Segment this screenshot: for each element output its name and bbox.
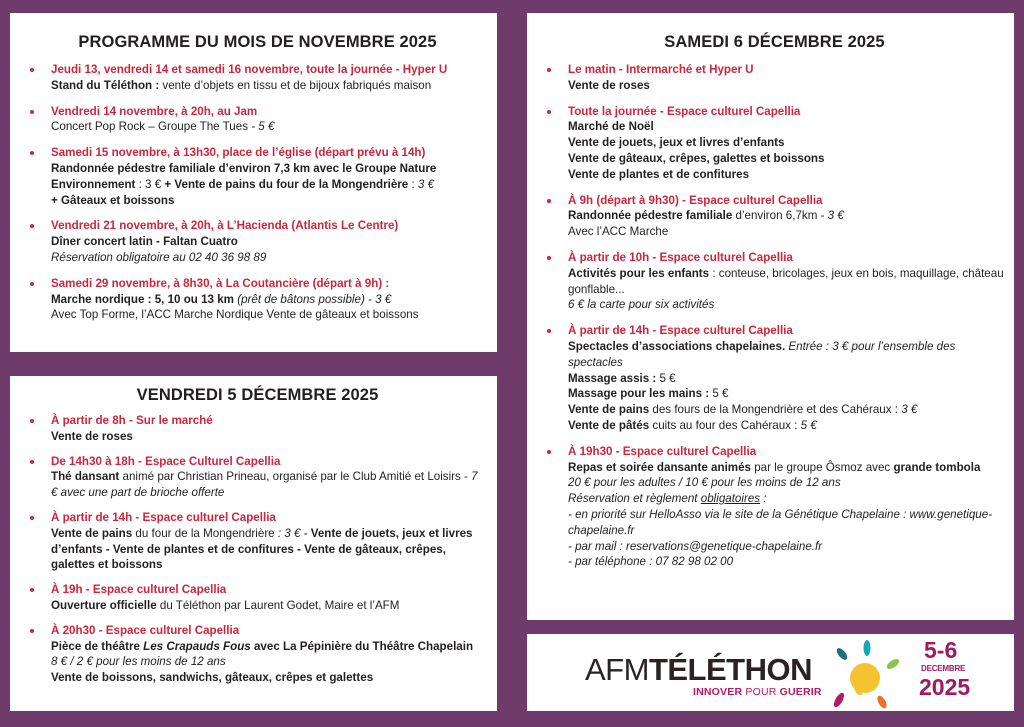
event-heading: À 9h (départ à 9h30) - Espace culturel Capellia [568,193,823,207]
event-price: 7 € avec une part de brioche offerte [51,470,478,500]
logo-telethon: TÉLÉTHON [648,652,812,687]
november-title: PROGRAMME DU MOIS DE NOVEMBRE 2025 [78,33,437,51]
event-extra: + Vente de pains du four de la Mongendrière [164,177,409,191]
event-item [28,104,487,136]
separator-text: : [408,177,418,191]
event-heading: Samedi 15 novembre, à 13h30, place de l’église (départ prévu à 14h) [51,146,426,160]
reservation-label: Réservation et règlement [568,492,701,506]
logo-tagline-pour: POUR [742,686,780,698]
event-title: Marché de Noël [568,120,654,134]
event-title: Vente de roses [568,78,650,92]
event-title: Randonnée pédestre familiale d’environ 7,3 km avec le Groupe Nature Environnement [51,161,437,191]
event-reservation: Réservation obligatoire au 02 40 36 98 89 [51,250,267,264]
event-item [545,250,1004,313]
ray-teal-top [864,640,871,656]
event-price: - 5 € [248,120,275,134]
logo-tagline-guerir: GUERIR [779,686,822,698]
event-heading: De 14h30 à 18h - Espace Culturel Capellia [51,454,281,468]
event-description: : conteuse, bricolages, jeux en bois, maquillage, château gonflable... [568,266,1004,296]
event-price: 20 € pour les adultes / 10 € pour les moins de 12 ans [568,476,841,490]
event-description: par le groupe Ôsmoz avec [751,460,894,474]
event-heading: Vendredi 14 novembre, à 20h, au Jam [51,104,258,118]
event-heading: À partir de 14h - Espace culturel Capellia [51,510,276,524]
event-item [28,623,487,686]
november-programme-panel [10,13,497,352]
ray-green [885,657,900,671]
logo-afm: AFM [585,652,649,687]
event-price: 6 € la carte pour six activités [568,298,715,312]
event-price: 5 € [800,418,817,432]
event-extra: Vente de gâteaux, crêpes, galettes et boissons [568,151,825,165]
friday-dec5-panel [10,376,497,711]
event-heading: À 19h30 - Espace culturel Capellia [568,444,757,458]
event-title: Randonnée pédestre familiale [568,209,733,223]
logo-tagline-innover: INNOVER [693,686,743,698]
event-price: 5 € [709,387,729,401]
obligatory-underlined: obligatoires [700,492,761,506]
event-heading: À 20h30 - Espace culturel Capellia [51,623,240,637]
event-title: Repas et soirée dansante animés [568,460,752,474]
logo-year: 2025 [919,674,971,700]
event-extra: Massage assis : [568,371,657,385]
event-price: Entrée : 3 € pour l’ensemble des spectacles [568,339,956,369]
reservation-helloasso[interactable]: - en priorité sur HelloAsso via le site de la Génétique Chapelaine : www.genetique-chapelaine.fr [568,507,993,537]
event-title: Activités pour les enfants [568,266,710,280]
event-extra: + Gâteaux et boissons [51,193,175,207]
event-item [545,193,1004,240]
dec6-title: SAMEDI 6 DÉCEMBRE 2025 [664,33,885,51]
event-extra: Vente de pains [568,403,650,417]
event-description: animé par Christian Prineau, organisé par le Club Amitié et Loisirs - [119,470,472,484]
event-extra: Vente de boissons, sandwichs, gâteaux, crêpes et galettes [51,671,374,685]
event-item [545,104,1004,183]
colon-text: : [760,492,767,506]
dec6-events-list [545,62,1004,570]
event-item [28,510,487,573]
saturday-dec6-panel [527,13,1014,620]
event-heading: Toute la journée - Espace culturel Capellia [568,104,801,118]
event-description: avec La Pépinière du Théâtre Chapelain [250,639,474,653]
event-title: Thé dansant [51,470,120,484]
event-title: Vente de roses [51,429,133,443]
event-title: Pièce de théâtre [51,639,144,653]
event-price: 8 € / 2 € pour les moins de 12 ans [51,655,226,669]
event-extra: Vente de jouets, jeux et livres d’enfants [568,136,785,150]
event-extra: Vente de plantes et de confitures [568,167,750,181]
event-item [545,444,1004,570]
ray-magenta [832,691,846,708]
ray-teal-left [835,646,849,661]
event-price: : 3 € [135,177,165,191]
event-description: Avec Top Forme, l’ACC Marche Nordique Vente de gâteaux et boissons [51,308,419,322]
event-description: du Téléthon par Laurent Godet, Maire et l’AFM [156,598,400,612]
event-title: Concert Pop Rock – Groupe The Tues [51,120,248,134]
event-item [28,145,487,208]
event-description: des fours de la Mongendrière et des Cahéraux : [649,403,902,417]
event-item [28,276,487,323]
event-extra: Vente de jouets, jeux et livres d’enfants - Vente de plantes et de confitures - Vente de gâteaux, crêpes, galettes et boissons [51,526,473,572]
logo-month: DECEMBRE [921,664,966,673]
event-extra: Massage pour les mains : [568,387,710,401]
event-item [28,413,487,445]
dec5-events-list [28,413,487,686]
event-item [28,582,487,614]
ray-orange [875,694,888,710]
reservation-phone: - par téléphone : 07 82 98 02 00 [568,555,734,569]
event-description: d’environ 6,7km - [732,209,828,223]
event-description: cuits au four des Cahéraux : [649,418,801,432]
event-heading: Vendredi 21 novembre, à 20h, à L’Hacienda (Atlantis Le Centre) [51,219,399,233]
event-heading: À partir de 10h - Espace culturel Capellia [568,250,793,264]
event-price: 3 € [901,403,918,417]
event-heading: Le matin - Intermarché et Hyper U [568,63,754,76]
event-title: Spectacles d’associations chapelaines. [568,339,786,353]
event-price: 3 € [417,177,435,191]
event-price: 5 € [656,371,676,385]
dec5-title: VENDREDI 5 DÉCEMBRE 2025 [136,386,379,404]
event-item [28,454,487,501]
event-title: Dîner concert latin - Faltan Cuatro [51,235,238,249]
event-heading: À partir de 14h - Espace culturel Capellia [568,324,793,338]
event-item [28,62,487,94]
event-price: 3 € [827,209,844,223]
event-item [545,323,1004,434]
event-heading: Samedi 29 novembre, à 8h30, à La Coutancière (départ à 9h) : [51,276,390,290]
event-organizer: Avec l’ACC Marche [568,225,669,239]
event-price: : 3 € - [277,526,308,540]
event-heading: À partir de 8h - Sur le marché [51,414,213,427]
event-description: du four de la Mongendrière [132,526,278,540]
event-heading: À 19h - Espace culturel Capellia [51,583,227,597]
play-title: Les Crapauds Fous [143,639,251,653]
november-events-list [28,62,487,323]
event-title: Ouverture officielle [51,598,157,612]
event-title: Vente de pains [51,526,133,540]
afm-telethon-logo-panel [527,634,1014,711]
event-price: (prêt de bâtons possible) - 3 € [233,292,392,306]
afm-telethon-logo [527,634,1014,711]
event-title: Stand du Téléthon : [51,78,160,92]
reservation-email[interactable]: - par mail : reservations@genetique-chapelaine.fr [568,539,823,553]
event-extra: grande tombola [893,460,981,474]
event-description: vente d’objets en tissu et de bijoux fabriqués maison [159,78,432,92]
event-heading: Jeudi 13, vendredi 14 et samedi 16 novembre, toute la journée - Hyper U [51,63,448,76]
event-title: Marche nordique : 5, 10 ou 13 km [51,292,234,306]
event-item [545,62,1004,94]
logo-dates: 5-6 [924,637,958,663]
sun-logo-icon [827,638,907,710]
event-item [28,218,487,265]
event-extra: Vente de pâtés [568,418,650,432]
